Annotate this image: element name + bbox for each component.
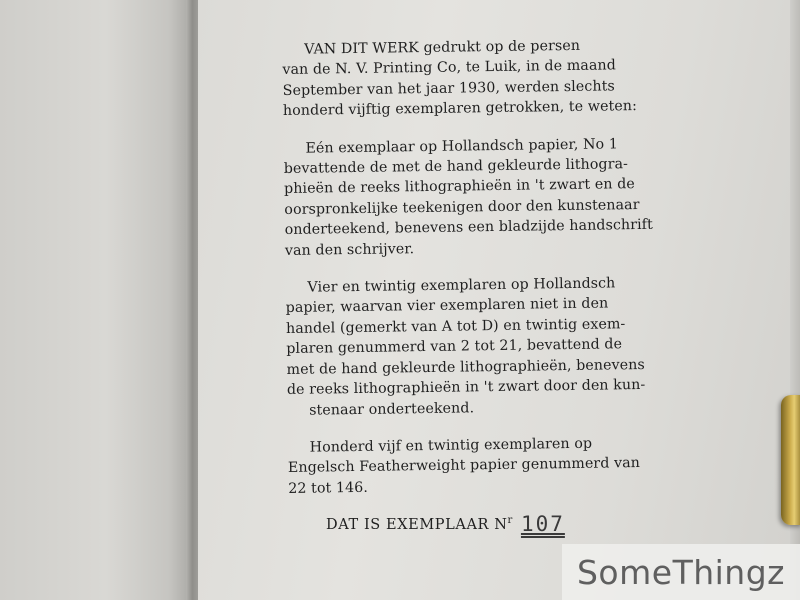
text-line: papier, waarvan vier exemplaren niet in den	[285, 295, 609, 317]
text-line: plaren genummerd van 2 tot 21, bevattend de	[286, 336, 623, 358]
text-line: honderd vijftig exemplaren getrokken, te weten:	[282, 98, 638, 120]
text-line: van den schrijver.	[284, 240, 415, 259]
watermark-text: SomeThingz	[576, 552, 785, 592]
edition-label: DAT IS EXEMPLAAR N	[326, 517, 508, 533]
text-line: onderteekend, benevens een bladzijde handschrift	[284, 217, 653, 239]
text-line: bevattende de met de hand gekleurde lithogra-	[283, 156, 629, 178]
text-line: Engelsch Featherweight papier genummerd van	[287, 455, 641, 477]
left-page	[0, 0, 192, 600]
text-line: van de N. V. Printing Co, te Luik, in de maand	[282, 57, 617, 79]
text-line: Eén exemplaar op Hollandsch papier, No 1	[305, 135, 619, 157]
colophon-text	[282, 35, 653, 516]
edition-number: 107	[520, 512, 565, 536]
text-line: VAN DIT WERK gedrukt op de persen	[304, 37, 581, 58]
edition-superscript: r	[507, 515, 513, 527]
text-line: September van het jaar 1930, werden slechts	[282, 78, 615, 99]
text-line: oorspronkelijke teekenigen door den kunstenaar	[284, 196, 640, 218]
text-line: Vier en twintig exemplaren op Hollandsch	[307, 275, 616, 296]
text-line: Honderd vijf en twintig exemplaren op	[309, 435, 593, 456]
colophon-paragraph-3	[285, 273, 646, 421]
brass-clasp	[781, 395, 800, 525]
text-line: stenaar onderteekend.	[309, 399, 475, 419]
text-line: handel (gemerkt van A tot D) en twintig exem-	[285, 316, 626, 337]
text-line: 22 tot 146.	[288, 479, 369, 497]
text-line: phieën de reeks lithographieën in 't zwart en de	[283, 176, 635, 198]
text-line: de reeks lithographieën in 't zwart door den kun-	[286, 377, 646, 399]
colophon-paragraph-2	[283, 134, 653, 261]
edition-number-line	[326, 510, 565, 534]
text-line: met de hand gekleurde lithographieën, benevens	[286, 356, 645, 378]
colophon-paragraph-1	[282, 35, 638, 121]
colophon-paragraph-4	[287, 433, 641, 499]
watermark	[562, 544, 800, 600]
